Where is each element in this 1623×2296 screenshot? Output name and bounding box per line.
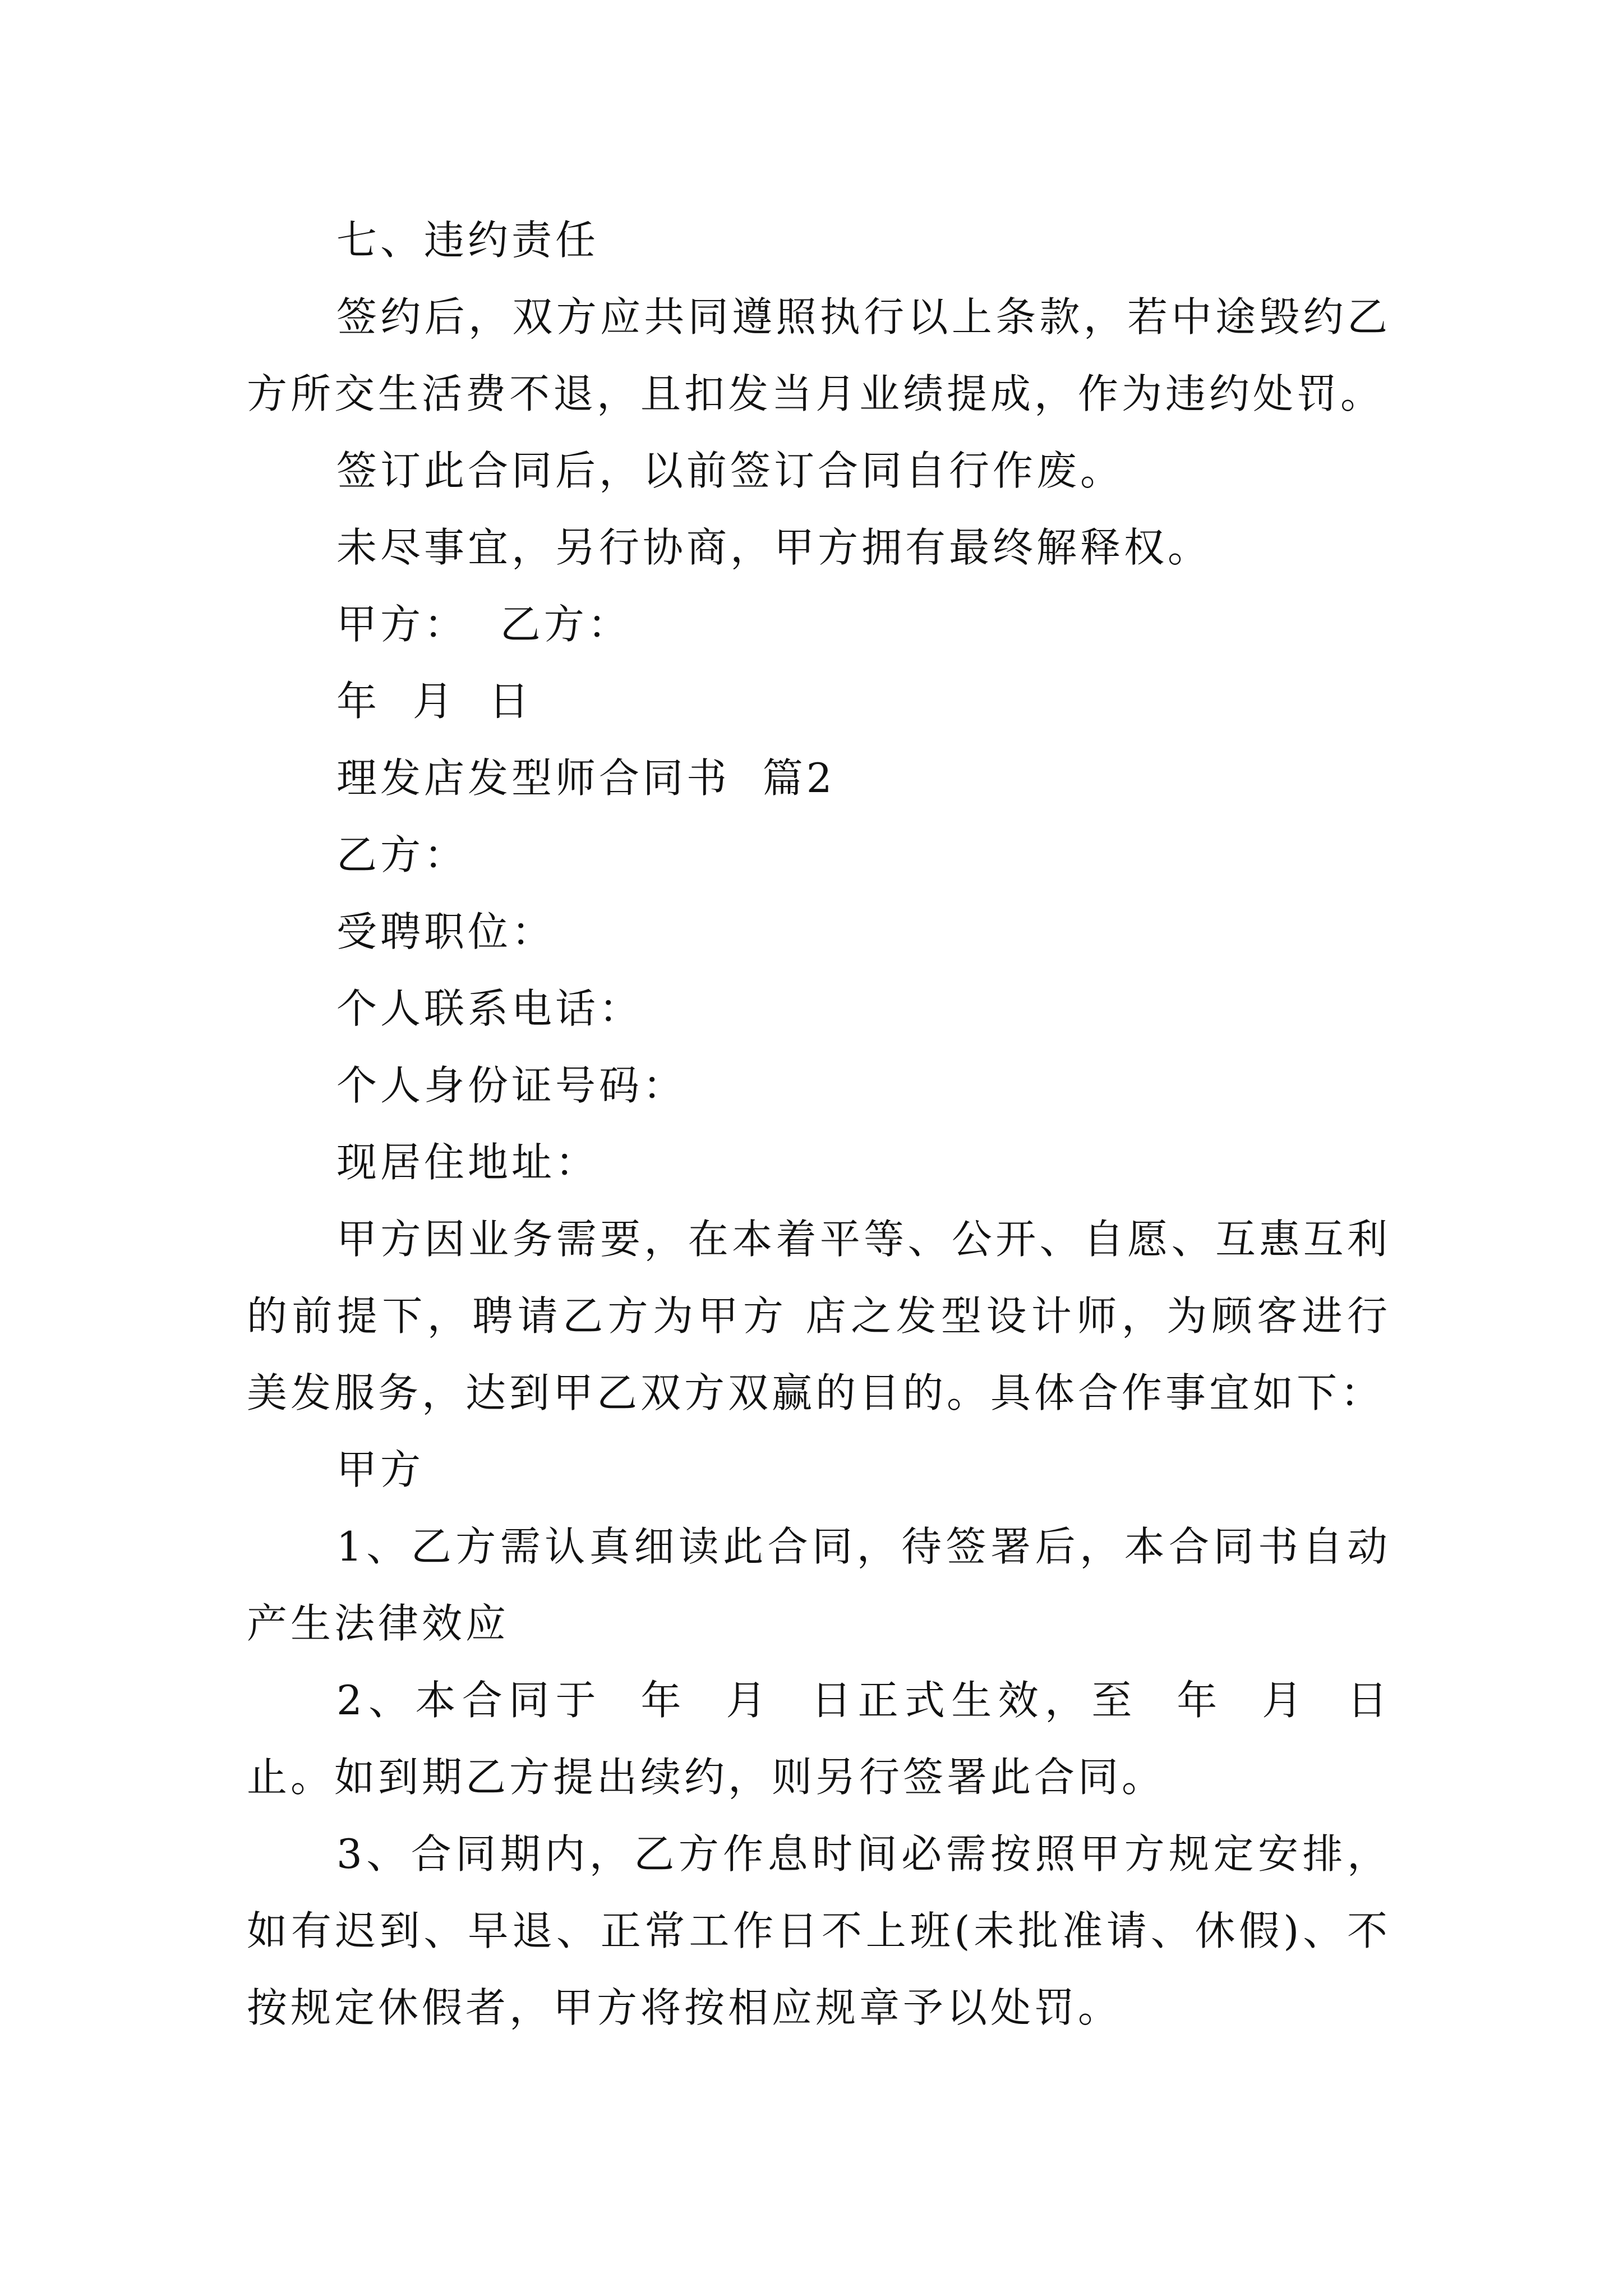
signature-date: 年 月 日 [336,678,533,725]
field-id-number: 个人身份证号码： [336,1062,687,1109]
field-party-b: 乙方： [336,831,468,878]
clause-3: 3、合同期内，乙方作息时间必需按照甲方规定安排，如有迟到、早退、正常工作日不上班(未批准请、休假)、不按规定休假者，甲方将按相应规章予以处罚。 [247,1830,1391,2031]
field-address: 现居住地址： [336,1139,600,1186]
paragraph-interpretation: 未尽事宜，另行协商，甲方拥有最终解释权。 [336,524,1212,571]
section-heading-breach: 七、违约责任 [336,217,600,264]
signature-parties: 甲方： 乙方： [336,601,631,648]
clause-2: 2、本合同于 年 月 日正式生效，至 年 月 日止。如到期乙方提出续约，则另行签署此合同。 [247,1677,1391,1801]
paragraph-void-previous: 签订此合同后，以前签订合同自行作废。 [336,447,1124,494]
clause-1: 1、乙方需认真细读此合同，待签署后，本合同书自动产生法律效应 [247,1523,1391,1647]
contract-title-part2: 理发店发型师合同书 篇2 [336,754,836,802]
field-position: 受聘职位： [336,908,556,955]
field-phone: 个人联系电话： [336,985,643,1032]
section-heading-party-a: 甲方 [336,1446,425,1493]
paragraph-intro: 甲方因业务需要，在本着平等、公开、自愿、互惠互利的前提下，聘请乙方为甲方 店之发型设计师，为顾客进行美发服务，达到甲乙双方双赢的目的。具体合作事宜如下： [247,1216,1391,1416]
paragraph-breach-terms: 签约后，双方应共同遵照执行以上条款，若中途毁约乙方所交生活费不退，且扣发当月业绩提成，作为违约处罚。 [247,293,1391,417]
document-body [247,202,1391,2046]
